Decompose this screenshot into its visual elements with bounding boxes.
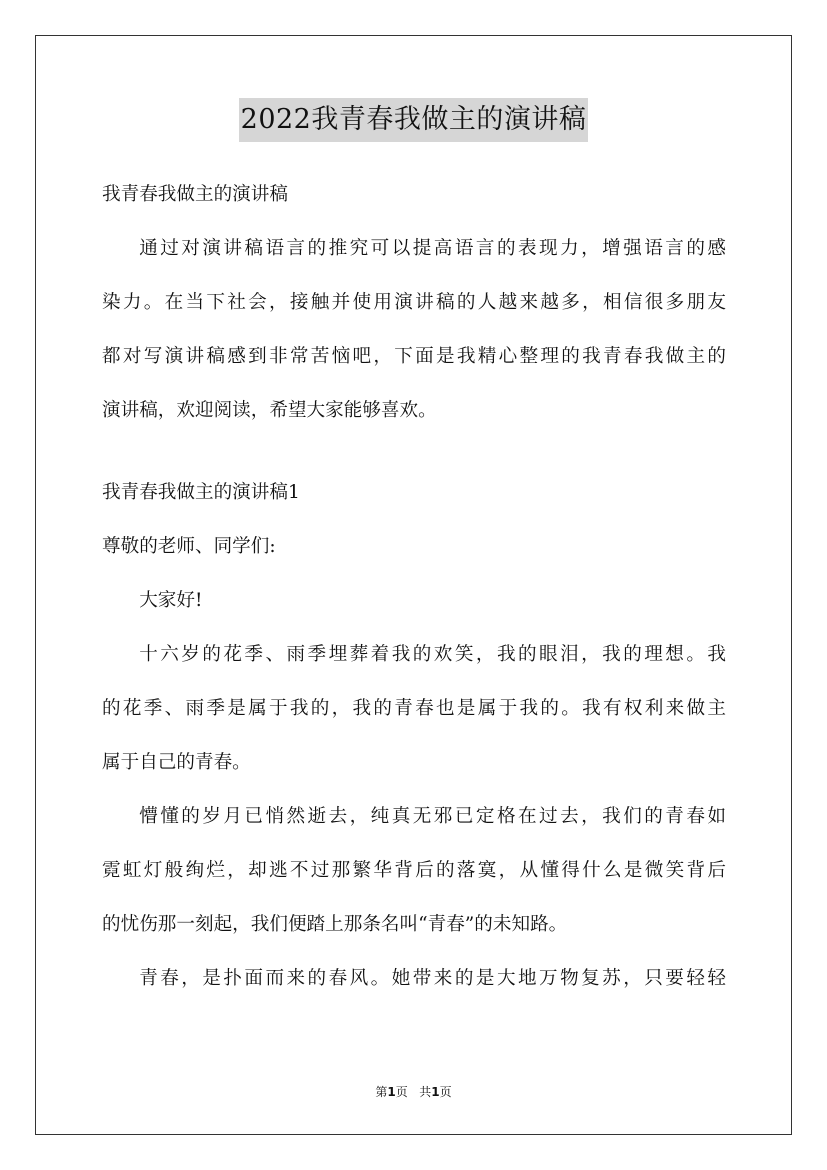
title-container: [0, 98, 827, 142]
total-pages: 1: [431, 1085, 440, 1099]
paragraph-line: 的忧伤那一刻起，我们便踏上那条名叫“青春”的未知路。: [102, 914, 568, 935]
paragraph-line: 十六岁的花季、雨季埋葬着我的欢笑，我的眼泪，我的理想。我: [139, 644, 726, 665]
paragraph-line: 的花季、雨季是属于我的，我的青春也是属于我的。我有权利来做主: [102, 698, 726, 719]
page-suffix: 页: [395, 1085, 408, 1099]
intro-paragraph: [102, 222, 726, 438]
paragraph-3: [102, 952, 726, 1006]
greeting: 大家好!: [139, 590, 203, 611]
paragraph-1: [102, 628, 726, 790]
intro-line: 演讲稿，欢迎阅读，希望大家能够喜欢。: [102, 400, 437, 421]
page-footer: [0, 1083, 827, 1100]
page-prefix: 第: [375, 1085, 388, 1099]
section-heading: 我青春我做主的演讲稿1: [102, 482, 300, 503]
salutation: 尊敬的老师、同学们:: [102, 536, 276, 557]
paragraph-2: [102, 790, 726, 952]
paragraph-line: 霓虹灯般绚烂，却逃不过那繁华背后的落寞，从懂得什么是微笑背后: [102, 860, 726, 881]
paragraph-line: 属于自己的青春。: [102, 752, 251, 773]
page-number: 1: [387, 1085, 396, 1099]
intro-line: 都对写演讲稿感到非常苦恼吧，下面是我精心整理的我青春我做主的: [102, 346, 726, 367]
total-prefix: 共: [419, 1085, 432, 1099]
document-title: 2022我青春我做主的演讲稿: [239, 98, 589, 142]
paragraph-line: 懵懂的岁月已悄然逝去，纯真无邪已定格在过去，我们的青春如: [139, 806, 726, 827]
intro-line: 染力。在当下社会，接触并使用演讲稿的人越来越多，相信很多朋友: [102, 292, 726, 313]
document-body: [102, 176, 726, 1006]
subtitle: 我青春我做主的演讲稿: [102, 184, 288, 205]
intro-line: 通过对演讲稿语言的推究可以提高语言的表现力，增强语言的感: [139, 238, 726, 259]
total-suffix: 页: [439, 1085, 452, 1099]
paragraph-line: 青春，是扑面而来的春风。她带来的是大地万物复苏，只要轻轻: [139, 968, 726, 989]
